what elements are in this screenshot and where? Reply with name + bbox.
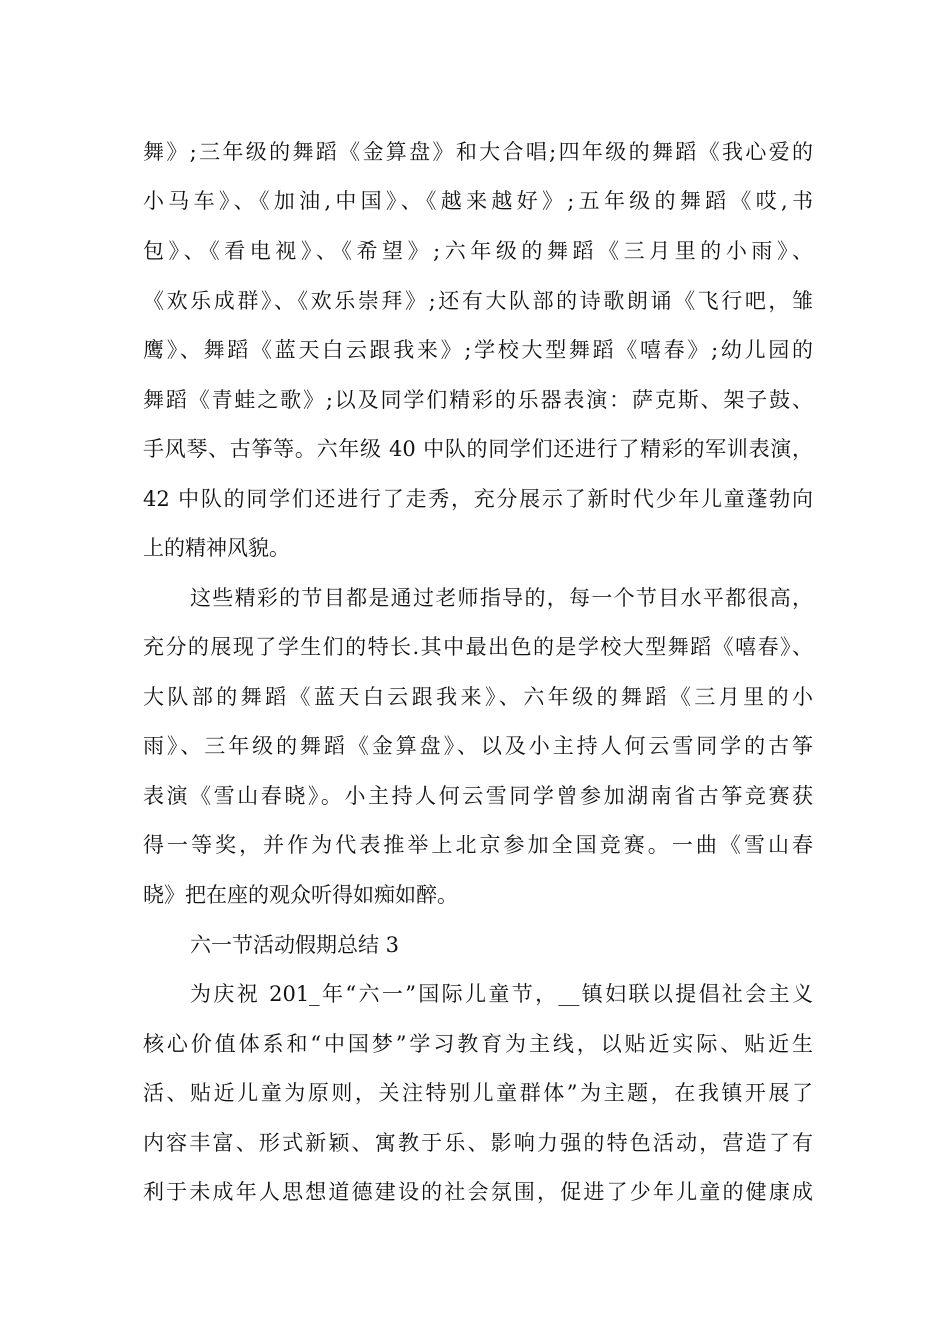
paragraph-1-line-6: 舞蹈《青蛙之歌》;以及同学们精彩的乐器表演：萨克斯、架子鼓、 xyxy=(143,388,813,412)
paragraph-2-line-3: 大队部的舞蹈《蓝天白云跟我来》、六年级的舞蹈《三月里的小 xyxy=(143,685,813,709)
paragraph-2-line-2: 充分的展现了学生们的特长.其中最出色的是学校大型舞蹈《嘻春》、 xyxy=(143,635,813,659)
paragraph-1-line-9: 上的精神风貌。 xyxy=(143,536,290,560)
paragraph-2-line-5: 表演《雪山春晓》。小主持人何云雪同学曾参加湖南省古筝竞赛获 xyxy=(143,784,813,808)
paragraph-1-line-8: 42 中队的同学们还进行了走秀，充分展示了新时代少年儿童蓬勃向 xyxy=(143,487,813,511)
paragraph-3-line-5: 利于未成年人思想道德建设的社会氛围，促进了少年儿童的健康成 xyxy=(143,1180,813,1204)
paragraph-1-line-5: 鹰》、舞蹈《蓝天白云跟我来》;学校大型舞蹈《嘻春》;幼儿园的 xyxy=(143,338,813,362)
paragraph-3-line-3: 活、贴近儿童为原则，关注特别儿童群体”为主题，在我镇开展了 xyxy=(143,1081,813,1105)
paragraph-3-line-1: 为庆祝 201_年“六一”国际儿童节，__镇妇联以提倡社会主义 xyxy=(190,982,813,1006)
paragraph-1-line-3: 包》、《看电视》、《希望》;六年级的舞蹈《三月里的小雨》、 xyxy=(143,239,813,263)
paragraph-2-line-4: 雨》、三年级的舞蹈《金算盘》、以及小主持人何云雪同学的古筝 xyxy=(143,734,813,758)
paragraph-1-line-4: 《欢乐成群》、《欢乐崇拜》;还有大队部的诗歌朗诵《飞行吧，雏 xyxy=(143,289,813,313)
paragraph-3-line-2: 核心价值体系和“中国梦”学习教育为主线，以贴近实际、贴近生 xyxy=(143,1032,813,1056)
paragraph-1-line-1: 舞》;三年级的舞蹈《金算盘》和大合唱;四年级的舞蹈《我心爱的 xyxy=(143,140,813,164)
paragraph-2-line-6: 得一等奖，并作为代表推举上北京参加全国竞赛。一曲《雪山春 xyxy=(143,833,813,857)
section-heading: 六一节活动假期总结 3 xyxy=(190,933,400,957)
paragraph-2-line-7: 晓》把在座的观众听得如痴如醉。 xyxy=(143,883,458,907)
paragraph-1-line-7: 手风琴、古筝等。六年级 40 中队的同学们还进行了精彩的军训表演， xyxy=(143,437,813,461)
paragraph-1-line-2: 小马车》、《加油,中国》、《越来越好》;五年级的舞蹈《哎,书 xyxy=(143,189,813,213)
paragraph-2-line-1: 这些精彩的节目都是通过老师指导的，每一个节目水平都很高， xyxy=(190,586,813,610)
paragraph-3-line-4: 内容丰富、形式新颖、寓教于乐、影响力强的特色活动，营造了有 xyxy=(143,1131,813,1155)
